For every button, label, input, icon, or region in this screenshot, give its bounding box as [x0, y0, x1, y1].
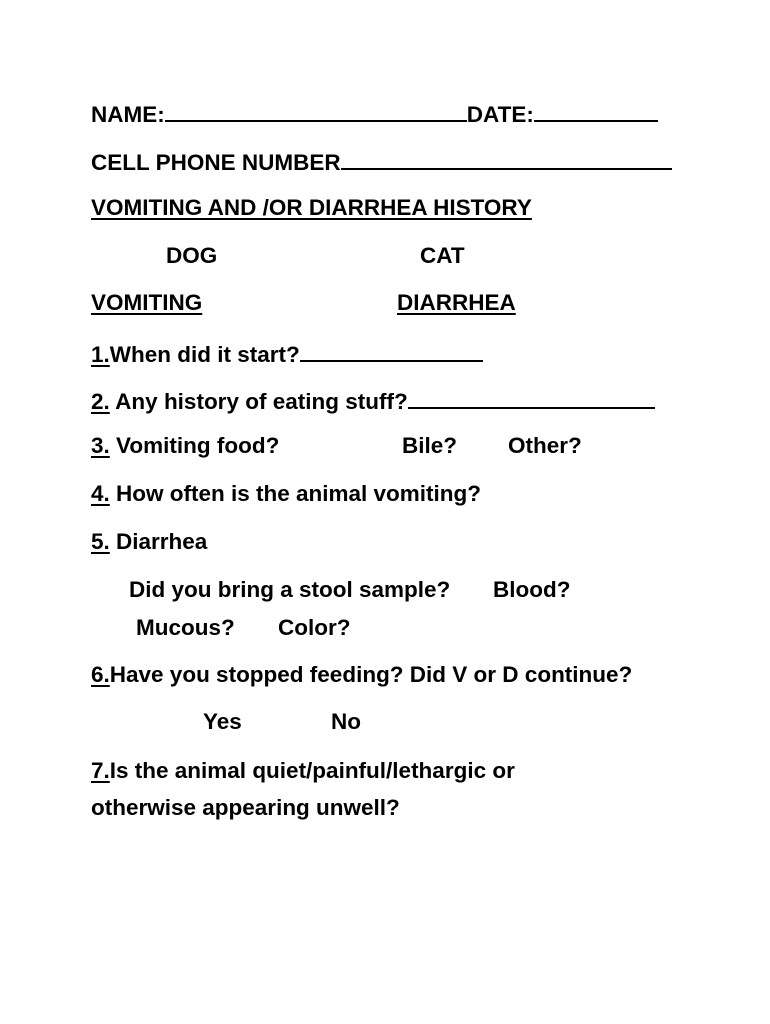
question-1: [91, 338, 483, 369]
question-4: [91, 480, 481, 508]
question-5-number: 5.: [91, 529, 110, 554]
cell-phone-label: CELL PHONE NUMBER: [91, 150, 341, 175]
name-field[interactable]: [165, 98, 467, 122]
name-date-row: [91, 98, 658, 129]
question-6-option-no[interactable]: No: [331, 709, 361, 734]
question-6: [91, 661, 632, 689]
question-3-option-bile[interactable]: Bile?: [402, 433, 458, 458]
date-field[interactable]: [534, 98, 658, 122]
question-4-text: How often is the animal vomiting?: [109, 481, 482, 506]
question-5: [91, 528, 207, 556]
question-5-mucous[interactable]: Mucous?: [136, 615, 235, 640]
question-1-number: 1.: [91, 342, 110, 367]
question-1-answer-field[interactable]: [300, 338, 483, 362]
question-3-number: 3.: [91, 433, 110, 458]
cell-phone-field[interactable]: [341, 146, 672, 170]
question-7-text-line-2: otherwise appearing unwell?: [91, 795, 400, 820]
question-6-option-yes[interactable]: Yes: [203, 709, 242, 734]
question-5-blood[interactable]: Blood?: [493, 577, 571, 602]
question-6-text: Have you stopped feeding? Did V or D continue?: [109, 662, 633, 687]
option-dog[interactable]: DOG: [166, 243, 218, 268]
question-4-number: 4.: [91, 481, 110, 506]
question-3: [91, 432, 279, 460]
question-2-answer-field[interactable]: [408, 385, 655, 409]
question-6-number: 6.: [91, 662, 110, 687]
question-5-text: Diarrhea: [109, 529, 208, 554]
question-7: [91, 757, 515, 785]
question-2-number: 2.: [91, 389, 110, 414]
date-label: DATE:: [466, 102, 534, 127]
form-title: VOMITING AND /OR DIARRHEA HISTORY: [91, 195, 532, 220]
question-3-option-other[interactable]: Other?: [508, 433, 582, 458]
cell-phone-row: [91, 146, 672, 177]
question-2: [91, 385, 655, 416]
option-diarrhea[interactable]: DIARRHEA: [397, 290, 516, 315]
name-label: NAME:: [91, 102, 165, 127]
question-2-text: Any history of eating stuff?: [109, 389, 408, 414]
question-7-number: 7.: [91, 758, 110, 783]
option-cat[interactable]: CAT: [420, 243, 465, 268]
option-vomiting[interactable]: VOMITING: [91, 290, 203, 315]
question-3-text: Vomiting food?: [109, 433, 280, 458]
question-7-text-line-1: Is the animal quiet/painful/lethargic or: [109, 758, 515, 783]
question-5-color[interactable]: Color?: [278, 615, 351, 640]
question-1-text: When did it start?: [109, 342, 300, 367]
question-5-stool-sample[interactable]: Did you bring a stool sample?: [129, 577, 451, 602]
